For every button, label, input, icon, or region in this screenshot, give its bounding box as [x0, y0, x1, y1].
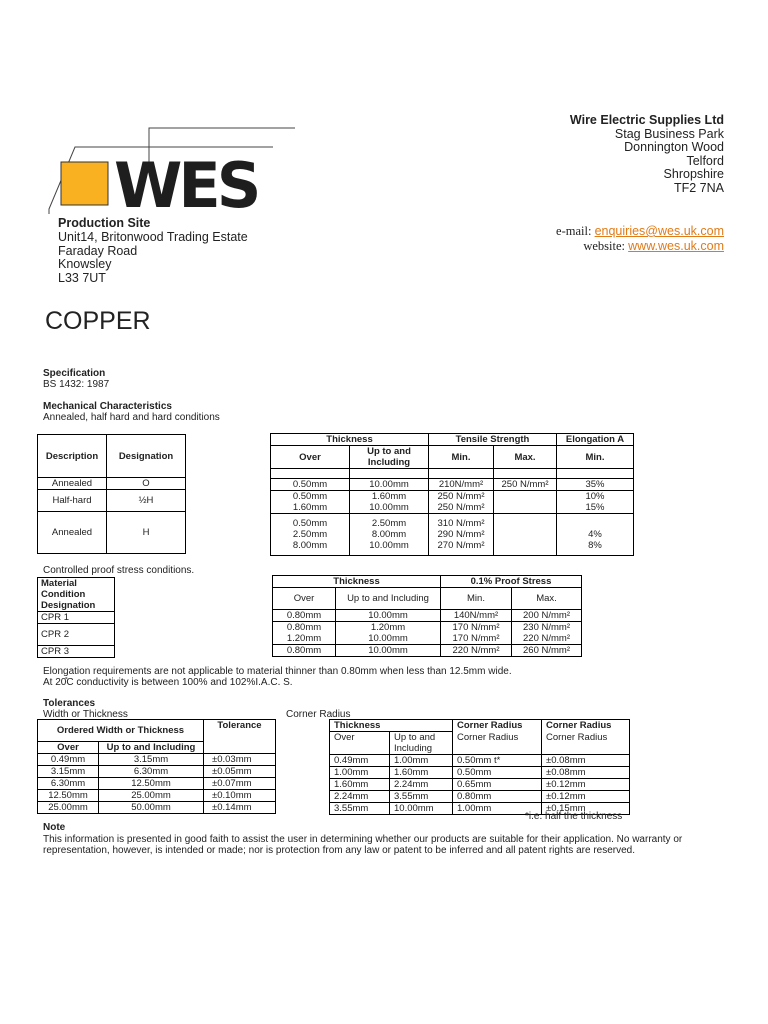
sub-header: Corner Radius: [453, 732, 542, 755]
table-row: 12.50mm 25.00mm ±0.10mm: [38, 790, 276, 802]
table-cell: 230 N/mm² 220 N/mm²: [512, 622, 582, 645]
mechanical-heading: Mechanical Characteristics: [43, 401, 172, 412]
table-cell: 170 N/mm² 170 N/mm²: [441, 622, 512, 645]
sub-header: Over: [271, 446, 350, 469]
proof-designation-table: [37, 577, 115, 658]
table-row: 0.49mm 3.15mm ±0.03mm: [38, 754, 276, 766]
corner-footnote: *i.e. half the thickness: [525, 811, 623, 822]
sub-header: Up to and Including: [390, 732, 453, 755]
table-row: [271, 479, 634, 491]
tolerances-table: [37, 719, 276, 814]
group-header: 0.1% Proof Stress: [441, 576, 582, 588]
corner-radius-table: [329, 719, 630, 815]
mechanical-properties-table: [270, 433, 634, 556]
table-cell: 0.50mm 2.50mm 8.00mm: [271, 514, 350, 556]
table-cell: O: [107, 478, 186, 490]
proof-stress-table: [272, 575, 582, 657]
production-site: [58, 217, 248, 286]
mechanical-designation-table: [37, 434, 186, 554]
group-header: Elongation A: [557, 434, 634, 446]
sub-header: Max.: [512, 588, 582, 610]
sub-header: Over: [273, 588, 336, 610]
table-cell: 310 N/mm² 290 N/mm² 270 N/mm²: [429, 514, 494, 556]
table-cell: Annealed: [38, 478, 107, 490]
group-header: Ordered Width or Thickness: [38, 720, 204, 742]
table-cell: 210N/mm²: [429, 479, 494, 491]
production-line: Faraday Road: [58, 243, 138, 258]
group-header: Corner Radius: [542, 720, 630, 732]
table-row: [271, 491, 634, 514]
mechanical-heading-block: [43, 401, 220, 423]
tolerances-heading-block: [43, 698, 128, 720]
table-cell: 250 N/mm² 250 N/mm²: [429, 491, 494, 514]
proof-intro: Controlled proof stress conditions.: [43, 565, 195, 576]
table-cell: 220 N/mm²: [441, 645, 512, 657]
table-row: 1.60mm 2.24mm 0.65mm ±0.12mm: [330, 779, 630, 791]
col-header: Description: [38, 435, 107, 478]
table-row: [271, 514, 634, 556]
logo-orange-square: [61, 162, 108, 205]
tolerances-sub: Width or Thickness: [43, 709, 128, 720]
tolerances-heading: Tolerances: [43, 698, 96, 709]
table-row: 1.00mm 1.60mm 0.50mm ±0.08mm: [330, 767, 630, 779]
group-header: Tensile Strength: [429, 434, 557, 446]
table-cell: Half-hard: [38, 490, 107, 512]
website-label: website:: [583, 239, 629, 253]
email-link[interactable]: enquiries@wes.uk.com: [594, 224, 724, 238]
table-cell: 1.20mm 10.00mm: [336, 622, 441, 645]
table-row: 0.49mm 1.00mm 0.50mm t* ±0.08mm: [330, 755, 630, 767]
table-cell: 140N/mm²: [441, 610, 512, 622]
table-row: 3.15mm 6.30mm ±0.05mm: [38, 766, 276, 778]
corner-radius-sub: Corner Radius: [286, 709, 351, 720]
specification-heading: Specification: [43, 368, 106, 379]
address-line: Shropshire: [663, 167, 724, 182]
table-cell: H: [107, 512, 186, 554]
table-cell: [494, 491, 557, 514]
col-header: Designation: [107, 435, 186, 478]
table-cell: 0.80mm 1.20mm: [273, 622, 336, 645]
address-line: TF2 7NA: [673, 180, 724, 195]
specification-value: BS 1432: 1987: [43, 379, 110, 390]
table-row: [273, 622, 582, 645]
table-row: 6.30mm 12.50mm ±0.07mm: [38, 778, 276, 790]
sub-header: Up to and Including: [336, 588, 441, 610]
table-cell: 35%: [557, 479, 634, 491]
note-block: [43, 822, 733, 857]
group-header: Thickness: [271, 434, 429, 446]
table-cell: 1.60mm 10.00mm: [350, 491, 429, 514]
table-cell: 0.80mm: [273, 645, 336, 657]
sub-header: Over: [330, 732, 390, 755]
group-header: Corner Radius: [453, 720, 542, 732]
address-line: Stag Business Park: [614, 126, 724, 141]
table-row: [273, 645, 582, 657]
specification: [43, 368, 109, 390]
group-header: Thickness: [273, 576, 441, 588]
company-name: Wire Electric Supplies Ltd: [569, 113, 724, 127]
production-line: Unit14, Britonwood Trading Estate: [58, 229, 248, 244]
table-cell: Annealed: [38, 512, 107, 554]
sub-header: Min.: [557, 446, 634, 469]
table-cell: 10.00mm: [336, 645, 441, 657]
table-cell: 2.50mm 8.00mm 10.00mm: [350, 514, 429, 556]
table-cell: [494, 514, 557, 556]
email-label: e-mail:: [556, 224, 595, 238]
table-cell: 250 N/mm²: [494, 479, 557, 491]
website-link[interactable]: www.wes.uk.com: [628, 239, 724, 253]
col-header: Material Condition Designation: [38, 578, 115, 612]
sub-header: Over: [38, 742, 99, 754]
table-cell: ½H: [107, 490, 186, 512]
table-cell: CPR 3: [38, 646, 115, 658]
sub-header: Min.: [429, 446, 494, 469]
table-cell: 10.00mm: [336, 610, 441, 622]
table-cell: 200 N/mm²: [512, 610, 582, 622]
table-cell: 0.50mm 1.60mm: [271, 491, 350, 514]
conductivity-note: At 20̊C conductivity is between 100% and 102%I.A.C. S.: [43, 677, 293, 688]
address-line: Donnington Wood: [624, 140, 724, 155]
sub-header: Corner Radius: [542, 732, 630, 755]
table-cell: CPR 1: [38, 612, 115, 624]
table-row: 3.55mm 10.00mm 1.00mm ±0.15mm: [330, 803, 630, 815]
table-row: 25.00mm 50.00mm ±0.14mm: [38, 802, 276, 814]
production-line: Knowsley: [58, 257, 112, 272]
table-cell: 4% 8%: [557, 514, 634, 556]
table-cell: CPR 2: [38, 624, 115, 646]
note-heading: Note: [43, 822, 66, 833]
table-cell: 10% 15%: [557, 491, 634, 514]
elongation-note: Elongation requirements are not applicable to material thinner than 0.80mm when less than 12.5mm wide.: [43, 666, 512, 677]
table-row: 2.24mm 3.55mm 0.80mm ±0.12mm: [330, 791, 630, 803]
sub-header: Max.: [494, 446, 557, 469]
group-header: Thickness: [330, 720, 453, 732]
production-line: L33 7UT: [58, 271, 106, 286]
logo-text: WES: [114, 149, 258, 222]
table-cell: 0.50mm: [271, 479, 350, 491]
group-header: Tolerance: [204, 720, 276, 754]
production-heading: Production Site: [58, 216, 151, 230]
sub-header: Up to and Including: [350, 446, 429, 469]
contact-info: [556, 224, 724, 254]
sub-header: Up to and Including: [99, 742, 204, 754]
company-address: [570, 114, 724, 196]
mechanical-subtitle: Annealed, half hard and hard conditions: [43, 412, 220, 423]
table-row: [273, 610, 582, 622]
note-text: This information is presented in good faith to assist the user in determining whether our products are suitable for their application. No warranty or representation, however, is intended or made; nor is protection from any law or patent to be inferred and all patent rights are reserved.: [43, 833, 683, 856]
table-cell: 10.00mm: [350, 479, 429, 491]
sub-header: Min.: [441, 588, 512, 610]
address-line: Telford: [686, 153, 724, 168]
table-cell: 0.80mm: [273, 610, 336, 622]
page-title: COPPER: [45, 307, 151, 335]
company-logo: [45, 127, 297, 222]
conductivity-notes: [43, 666, 512, 688]
table-cell: 260 N/mm²: [512, 645, 582, 657]
